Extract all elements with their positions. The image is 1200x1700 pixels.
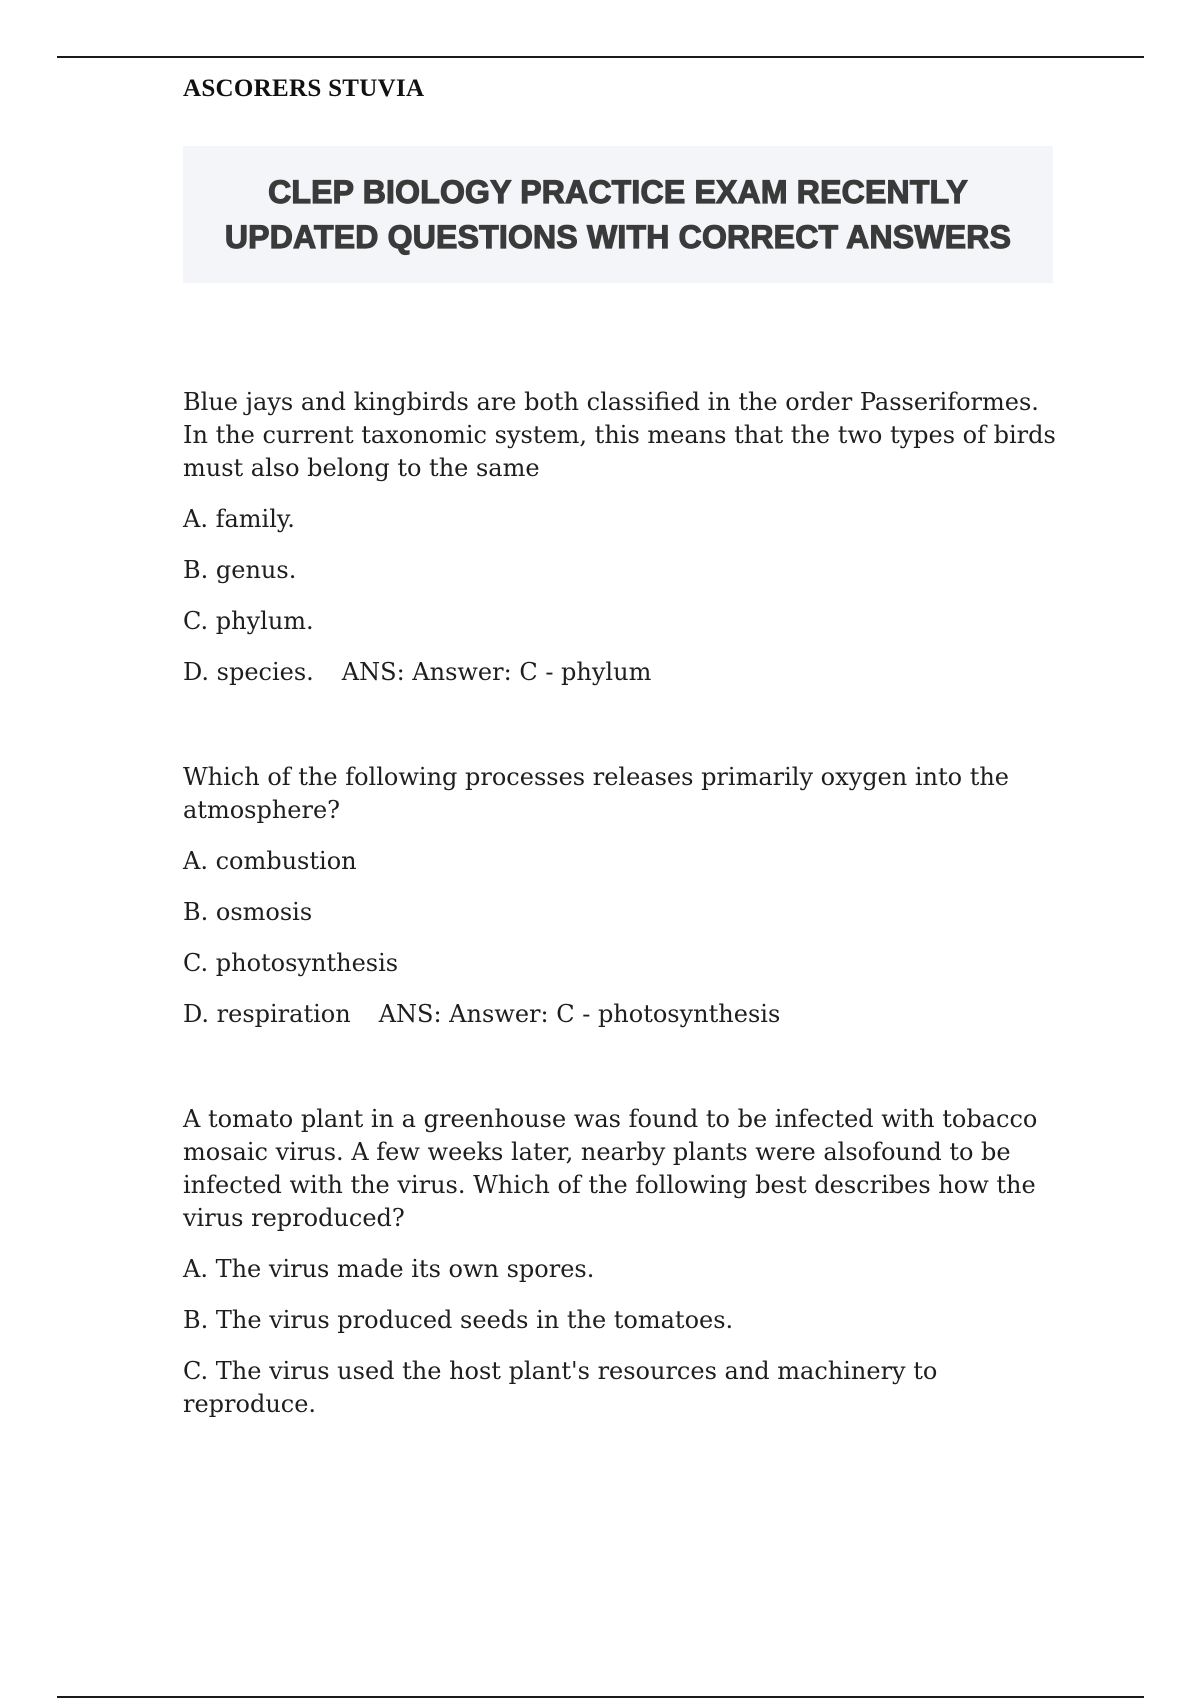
- title-banner: [183, 146, 1053, 283]
- question-2: [183, 761, 1063, 1031]
- option-d-row: [183, 656, 1063, 689]
- bottom-rule: [57, 1696, 1144, 1698]
- answer-text: ANS: Answer: C - photosynthesis: [378, 1000, 781, 1028]
- question-stem: A tomato plant in a greenhouse was found to be infected with tobacco mosaic virus. A few weeks later, nearby plants were alsofound to be infected with the virus. Which of the following best describes how the virus reproduced?: [183, 1105, 1038, 1232]
- page-title: CLEP BIOLOGY PRACTICE EXAM RECENTLY UPDATED QUESTIONS WITH CORRECT ANSWERS: [224, 173, 1012, 255]
- question-list: [183, 386, 1063, 1421]
- option-a: A. The virus made its own spores.: [183, 1255, 595, 1283]
- question-3: [183, 1103, 1063, 1421]
- option-b: B. osmosis: [183, 898, 313, 926]
- option-c: C. The virus used the host plant's resources and machinery to reproduce.: [183, 1357, 938, 1418]
- option-a: A. combustion: [183, 847, 357, 875]
- option-a: A. family.: [183, 505, 295, 533]
- option-c: C. phylum.: [183, 607, 314, 635]
- option-d: D. respiration: [183, 1000, 351, 1028]
- option-d: D. species.: [183, 658, 314, 686]
- header-text: ASCORERS STUVIA: [183, 75, 425, 102]
- question-stem: Blue jays and kingbirds are both classified in the order Passeriformes. In the current taxonomic system, this means that the two types of birds must also belong to the same: [183, 388, 1056, 482]
- option-b: B. genus.: [183, 556, 297, 584]
- question-1: [183, 386, 1063, 689]
- question-stem: Which of the following processes releases primarily oxygen into the atmosphere?: [183, 763, 1010, 824]
- top-rule: [57, 56, 1144, 58]
- answer-text: ANS: Answer: C - phylum: [341, 658, 652, 686]
- option-d-row: [183, 998, 1063, 1031]
- option-c: C. photosynthesis: [183, 949, 399, 977]
- option-b: B. The virus produced seeds in the tomatoes.: [183, 1306, 734, 1334]
